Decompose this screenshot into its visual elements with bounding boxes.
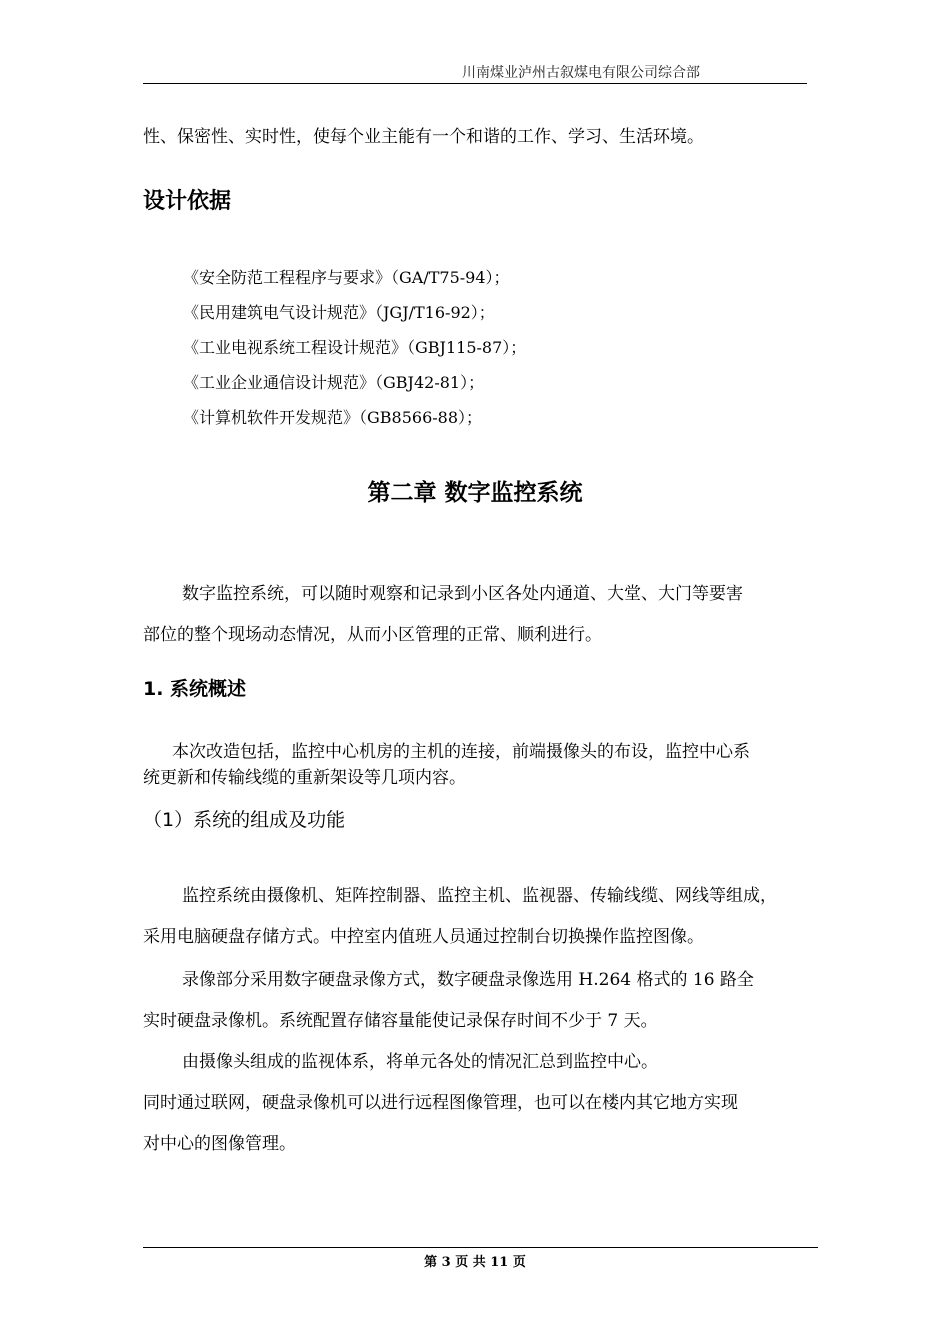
design-basis-heading: 设计依据 bbox=[143, 189, 232, 214]
section1-para-line-2: 统更新和传输线缆的重新架设等几项内容。 bbox=[143, 768, 466, 788]
subsection1-line-4: 实时硬盘录像机。系统配置存储容量能使记录保存时间不少于 7 天。 bbox=[143, 1011, 658, 1031]
intro-line: 性、保密性、实时性，使每个业主能有一个和谐的工作、学习、生活环境。 bbox=[143, 127, 704, 147]
subsection1-line-6: 同时通过联网，硬盘录像机可以进行远程图像管理，也可以在楼内其它地方实现 bbox=[143, 1093, 738, 1113]
subsection1-line-3: 录像部分采用数字硬盘录像方式，数字硬盘录像选用 H.264 格式的 16 路全 bbox=[182, 970, 754, 990]
subsection1-line-7: 对中心的图像管理。 bbox=[143, 1134, 296, 1154]
reference-item: 《民用建筑电气设计规范》（JGJ/T16-92）； bbox=[183, 303, 495, 322]
subsection1-line-1: 监控系统由摄像机、矩阵控制器、监控主机、监视器、传输线缆、网线等组成， bbox=[182, 886, 777, 906]
footer-divider bbox=[143, 1247, 818, 1248]
subsection1-line-5: 由摄像头组成的监视体系，将单元各处的情况汇总到监控中心。 bbox=[182, 1052, 658, 1072]
reference-item: 《工业企业通信设计规范》（GBJ42-81）； bbox=[183, 373, 485, 392]
page-number: 第 3 页 共 11 页 bbox=[424, 1255, 526, 1270]
reference-item: 《计算机软件开发规范》（GB8566-88）； bbox=[183, 408, 483, 427]
section1-heading: 1. 系统概述 bbox=[143, 678, 247, 700]
section1-para-line-1: 本次改造包括，监控中心机房的主机的连接，前端摄像头的布设，监控中心系 bbox=[172, 742, 750, 762]
chapter-intro-line-1: 数字监控系统，可以随时观察和记录到小区各处内通道、大堂、大门等要害 bbox=[182, 584, 743, 604]
subsection1-line-2: 采用电脑硬盘存储方式。中控室内值班人员通过控制台切换操作监控图像。 bbox=[143, 927, 704, 947]
header-company: 川南煤业泸州古叙煤电有限公司综合部 bbox=[462, 65, 700, 81]
chapter-title: 第二章 数字监控系统 bbox=[367, 480, 583, 506]
reference-item: 《工业电视系统工程设计规范》（GBJ115-87）； bbox=[183, 338, 527, 357]
chapter-intro-line-2: 部位的整个现场动态情况，从而小区管理的正常、顺利进行。 bbox=[143, 625, 602, 645]
header-divider bbox=[143, 83, 807, 84]
reference-item: 《安全防范工程程序与要求》（GA/T75-94）； bbox=[183, 268, 510, 287]
subsection1-heading: （1）系统的组成及功能 bbox=[143, 809, 346, 831]
